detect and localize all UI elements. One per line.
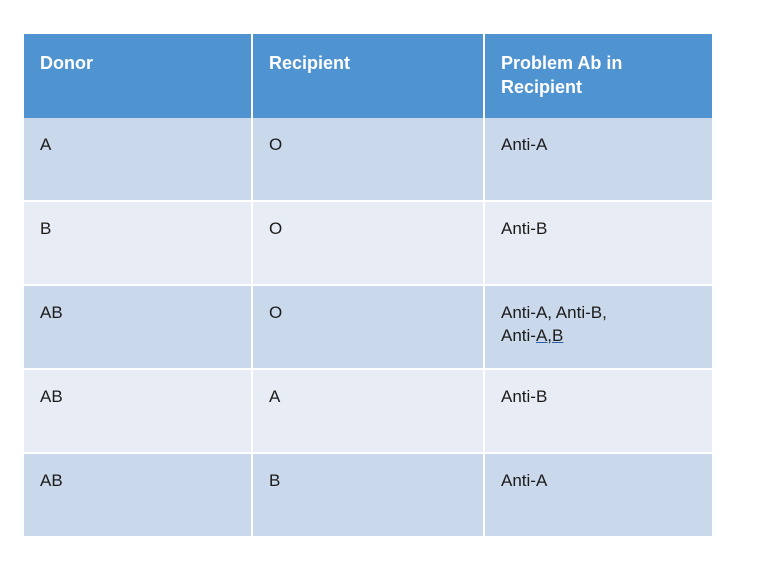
column-header-problem-ab-line2: Recipient [501, 77, 583, 98]
cell-problem-ab-line2-underlined: A,B [535, 325, 564, 345]
cell-problem-ab-line1: Anti-B [501, 386, 548, 406]
cell-recipient: O [252, 285, 484, 369]
cell-problem-ab [484, 453, 712, 537]
table-header [24, 34, 712, 118]
cell-donor: A [24, 118, 252, 201]
cell-recipient: O [252, 201, 484, 285]
cell-donor: AB [24, 369, 252, 453]
cell-donor: AB [24, 285, 252, 369]
column-header-problem-ab [484, 34, 712, 118]
cell-donor: AB [24, 453, 252, 537]
blood-compatibility-table-container [24, 34, 712, 538]
cell-problem-ab-line1: Anti-A, Anti-B, [501, 302, 607, 322]
blood-compatibility-table [24, 34, 712, 538]
cell-problem-ab [484, 118, 712, 201]
table-row [24, 285, 712, 369]
cell-problem-ab-line2-prefix: Anti- [501, 325, 536, 345]
table-row [24, 453, 712, 537]
table-row [24, 118, 712, 201]
cell-recipient: B [252, 453, 484, 537]
cell-problem-ab-line2 [501, 325, 712, 348]
table-row [24, 201, 712, 285]
cell-donor: B [24, 201, 252, 285]
table-row [24, 369, 712, 453]
cell-problem-ab-line1: Anti-B [501, 218, 548, 238]
cell-problem-ab-line1: Anti-A [501, 134, 548, 154]
cell-recipient: A [252, 369, 484, 453]
column-header-donor: Donor [24, 34, 252, 118]
column-header-problem-ab-line1: Problem Ab in [501, 53, 623, 73]
table-body [24, 118, 712, 537]
table-header-row [24, 34, 712, 118]
column-header-recipient: Recipient [252, 34, 484, 118]
cell-problem-ab [484, 369, 712, 453]
cell-problem-ab [484, 201, 712, 285]
cell-recipient: O [252, 118, 484, 201]
cell-problem-ab-line1: Anti-A [501, 470, 548, 490]
cell-problem-ab [484, 285, 712, 369]
